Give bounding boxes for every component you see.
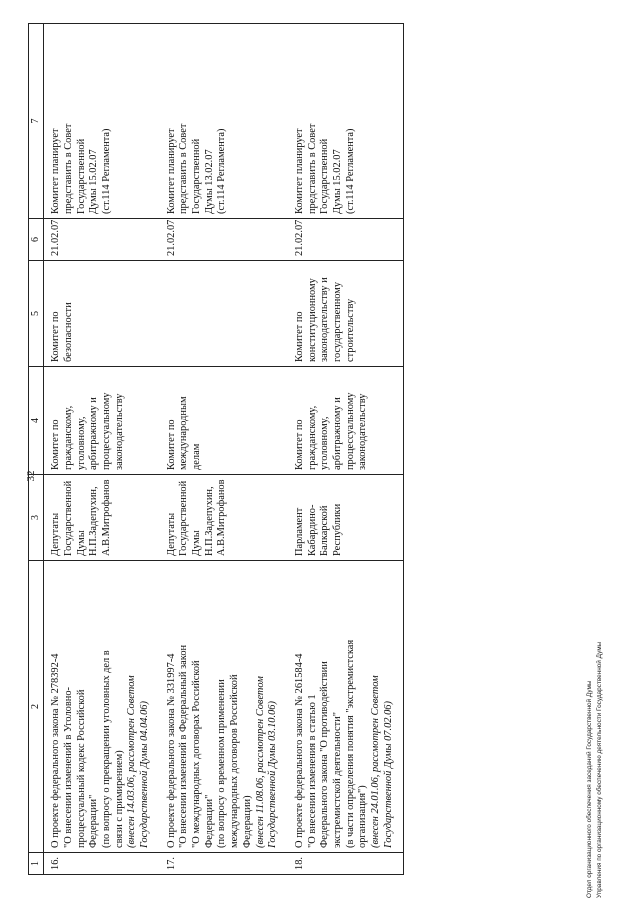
lead-committee-line: уголовному, bbox=[75, 416, 87, 470]
co-committee-line: конституционному bbox=[306, 278, 318, 362]
bill-author-line: Н.П.Задепухин, bbox=[88, 486, 100, 556]
co-committee-line: безопасности bbox=[62, 302, 74, 362]
column-header: 4 bbox=[29, 367, 44, 475]
bill-author-line: Парламент bbox=[293, 507, 305, 556]
planned-action-line: Комитет планирует bbox=[165, 128, 177, 214]
lead-committee-line: арбитражному и bbox=[88, 397, 100, 470]
deadline-date: 21.02.07 bbox=[160, 219, 288, 261]
bill-title-line: Федерального закона "О противодействии bbox=[319, 661, 331, 848]
bill-note-line: (внесен 11.08.06, рассмотрен Советом bbox=[254, 676, 266, 848]
co-committee-line: законодательству и bbox=[319, 277, 331, 362]
bill-title bbox=[288, 561, 404, 853]
planned-action-line: Думы 13.02.07 bbox=[203, 149, 215, 214]
co-committee-line: государственному bbox=[331, 281, 343, 362]
planned-action-line: представить в Совет bbox=[178, 123, 190, 214]
bill-author-line: Государственной bbox=[178, 480, 190, 556]
bill-title-line: Федерации" bbox=[88, 794, 100, 848]
bill-title-line: (по вопросу о прекращении уголовных дел в bbox=[100, 650, 112, 848]
planned-action-line: Государственной bbox=[191, 138, 203, 214]
bill-note-line: (внесен 14.03.06, рассмотрен Советом bbox=[126, 675, 138, 848]
planned-action bbox=[288, 24, 404, 219]
row-number: 17. bbox=[160, 853, 288, 875]
lead-committee-line: законодательству bbox=[357, 393, 369, 470]
bill-title-line: международных договоров Российской bbox=[229, 674, 241, 848]
column-header: 5 bbox=[29, 261, 44, 367]
planned-action-line: Комитет планирует bbox=[50, 128, 62, 214]
bill-title bbox=[160, 561, 288, 853]
table-row bbox=[160, 24, 288, 875]
bill-title-line: О проекте федерального закона № 278392-4 bbox=[50, 653, 62, 848]
table-row bbox=[288, 24, 404, 875]
planned-action-line: Государственной bbox=[75, 138, 87, 214]
bill-title-line: Федерации) bbox=[241, 795, 253, 848]
bill-title-line: процессуальный кодекс Российской bbox=[75, 689, 87, 848]
bill-note-line: Государственной Думы 03.10.06) bbox=[267, 701, 279, 848]
deadline-date: 21.02.07 bbox=[44, 219, 160, 261]
bill-note-line: Государственной Думы 07.02.06) bbox=[382, 701, 394, 848]
column-header: 3 bbox=[29, 475, 44, 561]
lead-committee-line: гражданскому, bbox=[62, 405, 74, 470]
bill-author-line: Кабардино- bbox=[306, 504, 318, 556]
planned-action-line: Думы 15.02.07 bbox=[331, 149, 343, 214]
bill-author-line: Депутаты bbox=[165, 512, 177, 556]
lead-committee-line: международным bbox=[178, 396, 190, 470]
column-header: 1 bbox=[29, 853, 44, 875]
bill-author bbox=[288, 475, 404, 561]
bill-author-line: Балкарской bbox=[319, 505, 331, 556]
co-committee-line: строительству bbox=[344, 298, 356, 362]
planned-action-line: представить в Совет bbox=[306, 123, 318, 214]
bill-note-line: Государственной Думы 04.04.06) bbox=[139, 701, 150, 848]
bill-title-line: "О внесении изменений в Федеральный закон bbox=[178, 644, 190, 848]
bill-title-line: О проекте федерального закона № 331997-4 bbox=[165, 653, 177, 848]
bill-author-line: Государственной bbox=[62, 480, 74, 556]
co-committee bbox=[288, 261, 404, 367]
planned-action bbox=[160, 24, 288, 219]
lead-committee bbox=[288, 367, 404, 475]
planned-action-line: Государственной bbox=[319, 138, 331, 214]
planned-action bbox=[44, 24, 160, 219]
co-committee-line: Комитет по bbox=[293, 311, 305, 362]
planned-action-line: Комитет планирует bbox=[293, 128, 305, 214]
bill-title-line: (в части определения понятия "экстремистская bbox=[344, 639, 356, 848]
lead-committee-line: законодательству bbox=[113, 393, 125, 470]
lead-committee-line: уголовному, bbox=[319, 416, 331, 470]
lead-committee bbox=[44, 367, 160, 475]
footer bbox=[585, 598, 604, 898]
bill-note-line: (внесен 24.01.06, рассмотрен Советом bbox=[370, 675, 381, 848]
bill-title-line: экстремистской деятельности" bbox=[331, 712, 343, 848]
bills-table bbox=[28, 23, 404, 875]
bill-title bbox=[44, 561, 160, 853]
row-number: 16. bbox=[44, 853, 160, 875]
bill-title-line: Федерации" bbox=[203, 794, 215, 848]
row-number: 18. bbox=[288, 853, 404, 875]
lead-committee-line: процессуальному bbox=[344, 392, 356, 470]
deadline-date: 21.02.07 bbox=[288, 219, 404, 261]
table-row bbox=[44, 24, 160, 875]
footer-line: Отдел организационного обеспечения заседаний Государственной Думы bbox=[586, 680, 593, 898]
lead-committee-line: гражданскому, bbox=[306, 405, 318, 470]
planned-action-line: Думы 15.02.07 bbox=[88, 149, 100, 214]
lead-committee-line: арбитражному и bbox=[331, 397, 343, 470]
lead-committee-line: Комитет по bbox=[50, 419, 62, 470]
lead-committee-line: Комитет по bbox=[293, 419, 305, 470]
bills-table-wrapper bbox=[28, 23, 483, 875]
bill-author-line: Н.П.Задепухин, bbox=[203, 486, 215, 556]
bill-title-line: "О внесении изменения в статью 1 bbox=[306, 694, 318, 848]
lead-committee-line: процессуальному bbox=[100, 392, 112, 470]
bill-author-line: А.В.Митрофанов bbox=[216, 479, 228, 556]
footer-line: Управления по организационному обеспечению деятельности Государственной Думы bbox=[595, 641, 603, 898]
bill-title-line: "О внесении изменений в Уголовно- bbox=[62, 687, 74, 848]
bill-author-line: Депутаты bbox=[50, 512, 62, 556]
bill-title-line: связи с примирением) bbox=[113, 750, 125, 848]
lead-committee bbox=[160, 367, 288, 475]
planned-action-line: (ст.114 Регламента) bbox=[216, 128, 228, 214]
column-number-header-row bbox=[29, 24, 44, 875]
bill-author-line: Думы bbox=[75, 530, 87, 556]
bill-title-line: организация") bbox=[357, 785, 369, 848]
planned-action-line: (ст.114 Регламента) bbox=[344, 128, 356, 214]
co-committee bbox=[160, 261, 288, 367]
bill-author bbox=[160, 475, 288, 561]
bill-author-line: А.В.Митрофанов bbox=[100, 479, 112, 556]
lead-committee-line: Комитет по bbox=[165, 419, 177, 470]
bill-title-line: "О международных договорах Российской bbox=[191, 660, 203, 848]
bill-title-line: (по вопросу о временном применении bbox=[216, 679, 228, 848]
bill-author-line: Республики bbox=[331, 503, 343, 556]
planned-action-line: представить в Совет bbox=[62, 123, 74, 214]
co-committee bbox=[44, 261, 160, 367]
bill-author bbox=[44, 475, 160, 561]
bill-title-line: О проекте федерального закона № 261584-4 bbox=[293, 653, 305, 848]
column-header: 7 bbox=[29, 24, 44, 219]
planned-action-line: (ст.114 Регламента) bbox=[100, 128, 112, 214]
column-header: 6 bbox=[29, 219, 44, 261]
co-committee-line: Комитет по bbox=[50, 311, 62, 362]
lead-committee-line: делам bbox=[191, 443, 203, 470]
bill-author-line: Думы bbox=[191, 530, 203, 556]
page-number: 32 bbox=[25, 470, 37, 482]
column-header: 2 bbox=[29, 561, 44, 853]
